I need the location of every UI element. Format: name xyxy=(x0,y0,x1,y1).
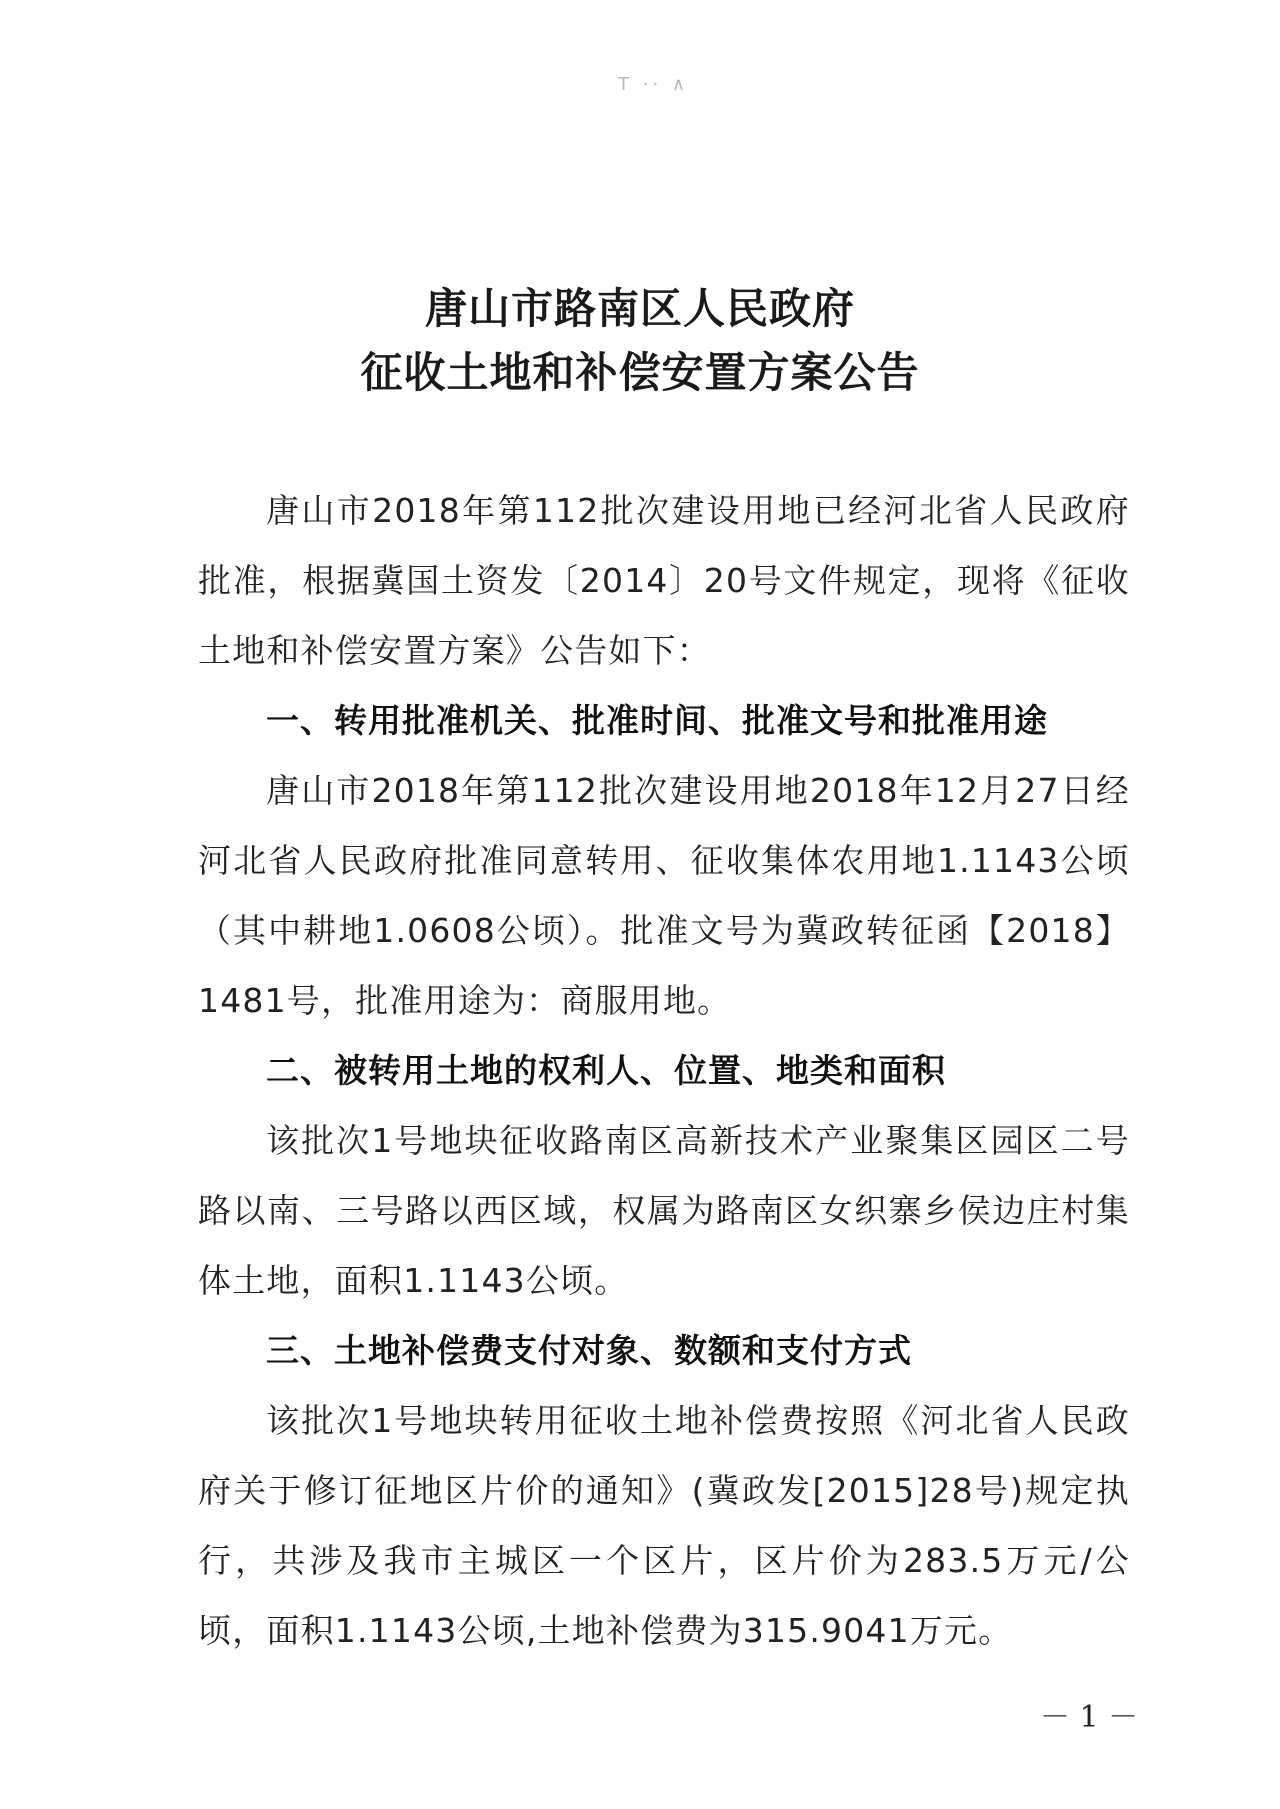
section-heading-2: 二、被转用土地的权利人、位置、地类和面积 xyxy=(266,1051,946,1090)
section-1-paragraph: 唐山市2018年第112批次建设用地2018年12月27日经河北省人民政府批准同意转用、征收集体农用地1.1143公顷（其中耕地1.0608公顷）。批准文号为冀政转征函【2018】1481号，批准用途为：商服用地。 xyxy=(198,771,1130,1020)
document-title-line-2: 征收土地和补偿安置方案公告 xyxy=(360,348,920,397)
intro-paragraph: 唐山市2018年第112批次建设用地已经河北省人民政府批准，根据冀国土资发〔2014〕20号文件规定，现将《征收土地和补偿安置方案》公告如下： xyxy=(198,491,1130,670)
section-heading-3: 三、土地补偿费支付对象、数额和支付方式 xyxy=(266,1331,912,1370)
section-heading-1: 一、转用批准机关、批准时间、批准文号和批准用途 xyxy=(266,701,1048,740)
section-3-paragraph: 该批次1号地块转用征收土地补偿费按照《河北省人民政府关于修订征地区片价的通知》(冀政发[2015]28号)规定执行，共涉及我市主城区一个区片，区片价为283.5万元/公顷，面积1.1143公顷,土地补偿费为315.9041万元。 xyxy=(198,1401,1130,1650)
page-number: － 1 － xyxy=(1040,1700,1139,1735)
section-2-paragraph: 该批次1号地块征收路南区高新技术产业聚集区园区二号路以南、三号路以西区域，权属为路南区女织寨乡侯边庄村集体土地，面积1.1143公顷。 xyxy=(198,1121,1130,1300)
document-body xyxy=(198,476,1130,1666)
document-title-line-1: 唐山市路南区人民政府 xyxy=(424,284,855,333)
scan-mark: T ·· ∧ xyxy=(618,74,690,95)
